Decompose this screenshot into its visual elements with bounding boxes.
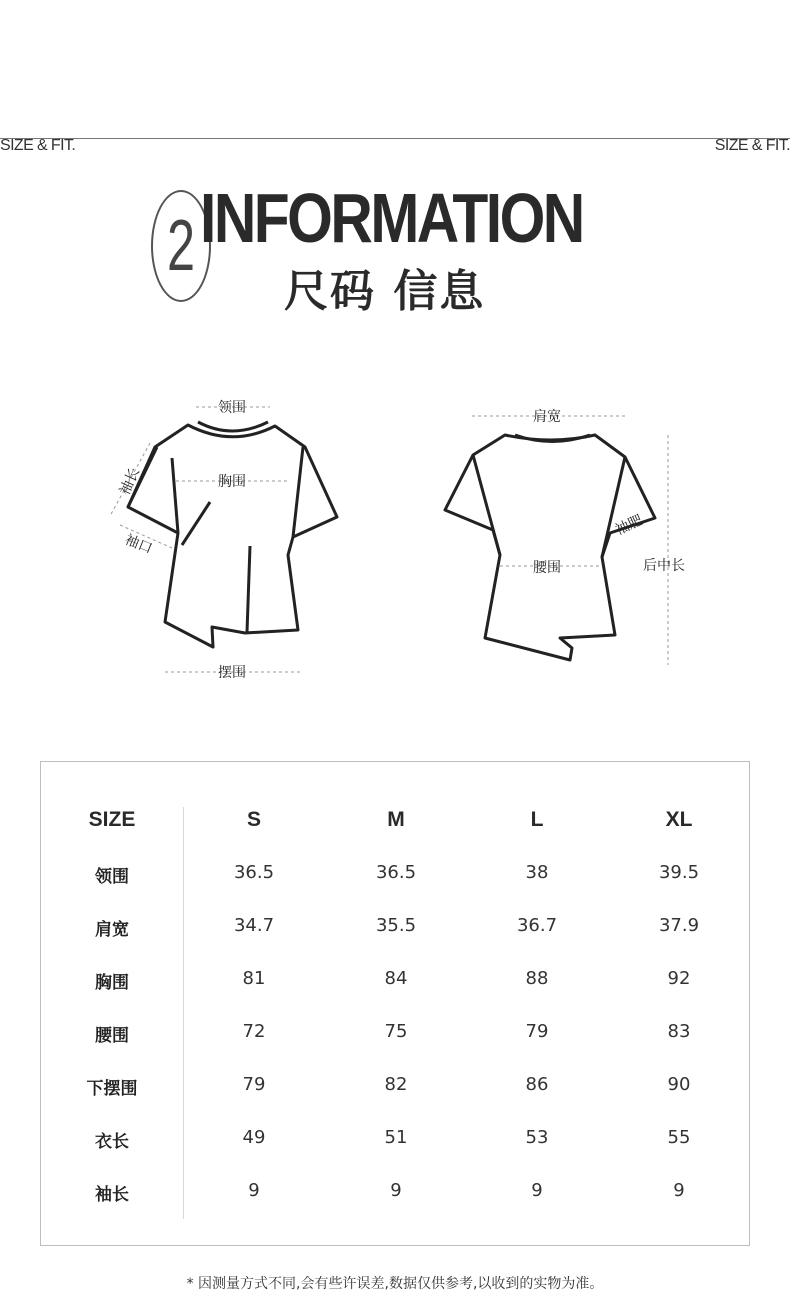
table-cell: 34.7 [233,915,275,936]
table-cell: 86 [525,1074,549,1095]
table-row [41,1180,749,1210]
table-cell: 79 [242,1074,266,1095]
table-cell: 9 [531,1180,543,1201]
garment-diagram [0,380,790,680]
row-label: 衣长 [95,1132,129,1152]
label-collar: 领围 [218,400,246,416]
row-label: 胸围 [95,973,129,993]
table-cell: 79 [525,1021,549,1042]
label-chest: 胸围 [218,474,246,490]
table-cell: 90 [667,1074,691,1095]
table-cell: 51 [384,1127,408,1148]
table-cell: 36.7 [516,915,558,936]
header-rule [0,138,790,139]
table-cell: 84 [384,968,408,989]
footnote: * 因测量方式不同,会有些许误差,数据仅供参考,以收到的实物为准。 [186,1276,604,1292]
table-cell: 39.5 [658,862,700,883]
table-cell: 55 [667,1127,691,1148]
label-sleeve-length: 袖长 [117,465,144,498]
row-label: 下摆围 [86,1079,138,1099]
page-title-en: INFORMATION [200,179,583,257]
table-cell: 9 [673,1180,685,1201]
header-cell: XL [665,808,693,831]
table-cell: 36.5 [375,862,417,883]
table-cell: 38 [525,862,549,883]
table-cell: 81 [242,968,266,989]
label-shoulder: 肩宽 [533,409,561,425]
table-cell: 75 [384,1021,408,1042]
label-sleeve-width: 袖肥 [612,512,646,539]
table-cell: 37.9 [658,915,700,936]
label-waist: 腰围 [533,560,561,576]
table-row [41,1074,749,1104]
page-title-cn: 尺码 信息 [284,266,486,317]
row-label: 腰围 [95,1026,129,1046]
table-cell: 9 [390,1180,402,1201]
header-cell: SIZE [88,808,136,831]
label-back-length: 后中长 [643,558,685,574]
back-view-tshirt [445,435,655,660]
row-label: 肩宽 [95,920,129,940]
table-cell: 9 [248,1180,260,1201]
label-hem: 摆围 [218,665,246,680]
table-row [41,1127,749,1157]
table-cell: 72 [242,1021,266,1042]
brand-right: SIZE & FIT. [714,137,790,154]
back-measure-lines [472,416,668,665]
table-row [41,862,749,892]
table-cell: 88 [525,968,549,989]
brand-left: SIZE & FIT. [0,137,76,154]
header-cell: L [530,808,544,831]
row-label: 领围 [95,867,129,887]
table-cell: 49 [242,1127,266,1148]
table-row [41,1021,749,1051]
size-table [40,761,750,1246]
table-header-row [41,808,749,838]
table-cell: 92 [667,968,691,989]
header-cell: M [387,808,405,831]
table-row [41,968,749,998]
label-cuff: 袖口 [122,531,155,558]
table-cell: 53 [525,1127,549,1148]
table-cell: 82 [384,1074,408,1095]
table-cell: 83 [667,1021,691,1042]
front-view-tshirt [128,422,337,647]
table-cell: 36.5 [233,862,275,883]
table-cell: 35.5 [375,915,417,936]
header-cell: S [246,808,261,831]
row-label: 袖长 [95,1185,129,1205]
section-number: 2 [166,206,196,286]
table-row [41,915,749,945]
